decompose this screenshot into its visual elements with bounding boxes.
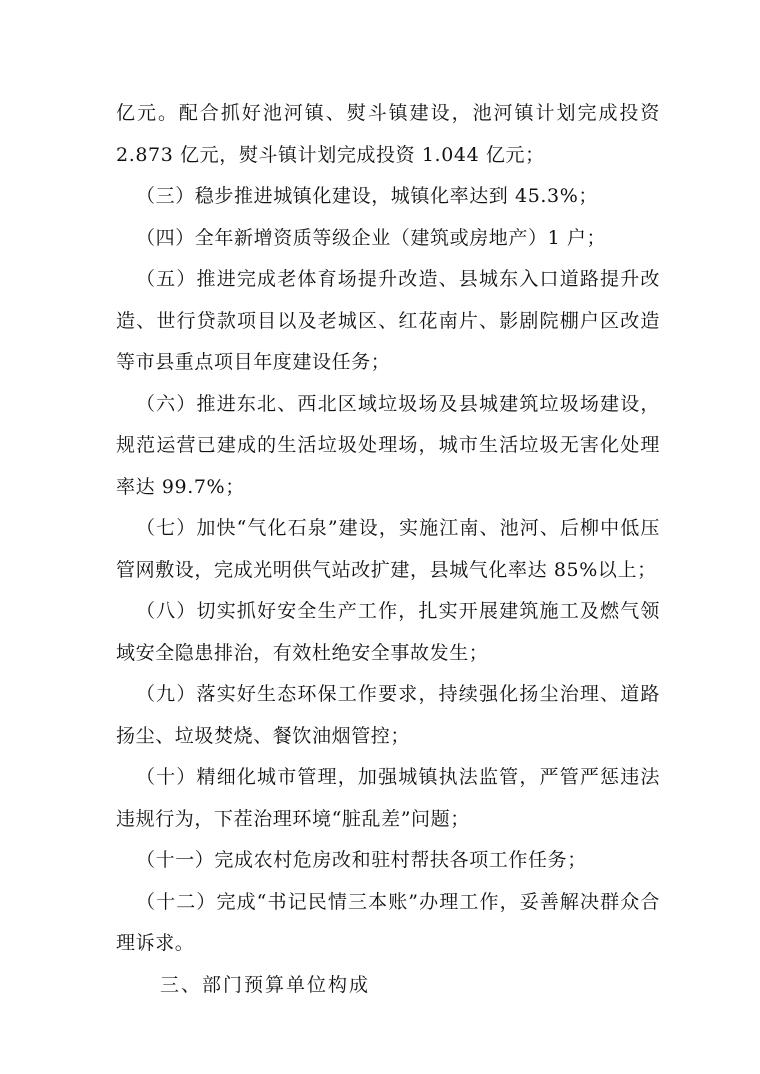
paragraph-item-9: （九）落实好生态环保工作要求，持续强化扬尘治理、道路扬尘、垃圾焚烧、餐饮油烟管控；	[116, 683, 660, 747]
paragraph-item-12: （十二）完成“书记民情三本账”办理工作，妥善解决群众合理诉求。	[116, 890, 660, 954]
paragraph-item-6: （六）推进东北、西北区域垃圾场及县城建筑垃圾场建设，规范运营已建成的生活垃圾处理场，城市生活垃圾无害化处理率达 99.7%；	[116, 392, 660, 498]
paragraph-item-8: （八）切实抓好安全生产工作，扎实开展建筑施工及燃气领域安全隐患排治，有效杜绝安全事故发生；	[116, 600, 660, 664]
section-heading: 三、部门预算单位构成	[160, 973, 371, 996]
paragraph-item-3: （三）稳步推进城镇化建设，城镇化率达到 45.3%；	[136, 185, 598, 207]
paragraph-item-5: （五）推进完成老体育场提升改造、县城东入口道路提升改造、世行贷款项目以及老城区、红花南片、影剧院棚户区改造等市县重点项目年度建设任务；	[116, 268, 660, 373]
paragraph-continuation: 亿元。配合抓好池河镇、熨斗镇建设，池河镇计划完成投资 2.873 亿元，熨斗镇计划完成投资 1.044 亿元；	[116, 102, 660, 166]
paragraph-item-7: （七）加快“气化石泉”建设，实施江南、池河、后柳中低压管网敷设，完成光明供气站改扩建，县城气化率达 85%以上；	[116, 517, 660, 581]
paragraph-item-4: （四）全年新增资质等级企业（建筑或房地产）1 户；	[136, 226, 607, 249]
paragraph-item-11: （十一）完成农村危房改和驻村帮扶各项工作任务；	[136, 849, 587, 871]
paragraph-item-10: （十）精细化城市管理，加强城镇执法监管，严管严惩违法违规行为，下茬治理环境“脏乱差”问题；	[116, 766, 660, 830]
